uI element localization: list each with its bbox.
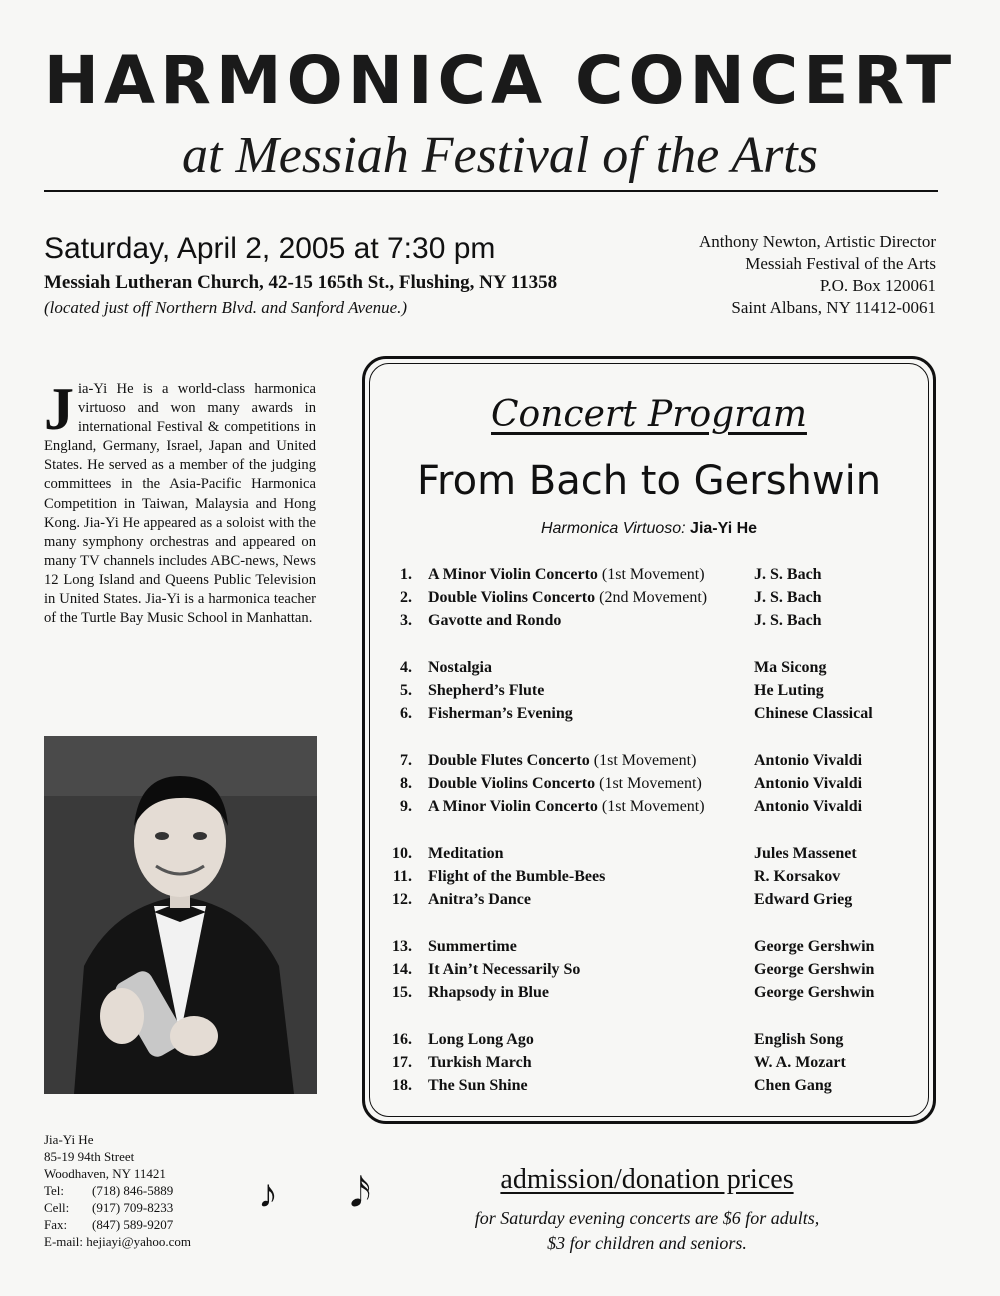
performer-bio	[44, 376, 316, 628]
performer-photo	[44, 736, 317, 1094]
admission-prices-line2: $3 for children and seniors.	[547, 1233, 747, 1253]
program-item-movement: (1st Movement)	[589, 752, 697, 769]
contact-cell-value: (917) 709-8233	[92, 1200, 174, 1215]
program-item-movement: (1st Movement)	[595, 775, 702, 792]
event-directions: (located just off Northern Blvd. and Sanford Avenue.)	[44, 298, 408, 317]
program-item-composer: J. S. Bach	[754, 589, 822, 606]
program-item-piece: Summertime	[428, 938, 517, 955]
program-item-piece: Anitra’s Dance	[428, 891, 531, 908]
program-item-title	[428, 1031, 534, 1049]
program-item-piece: A Minor Violin Concerto	[428, 566, 598, 583]
program-item-composer: Antonio Vivaldi	[754, 752, 863, 769]
program-item-movement: (1st Movement)	[597, 566, 705, 583]
contact-fax-label: Fax:	[44, 1217, 68, 1232]
program-item-title	[428, 612, 561, 630]
program-virtuoso	[362, 520, 936, 538]
director-city: Saint Albans, NY 11412-0061	[731, 298, 936, 317]
program-item-piece: Double Flutes Concerto	[428, 752, 590, 769]
performer-contact	[44, 1131, 191, 1250]
program-item-title	[428, 589, 707, 607]
program-item-title	[428, 868, 605, 886]
program-item-number: 11.	[392, 868, 412, 885]
program-item-number: 12.	[392, 891, 412, 908]
program-item-number: 13.	[392, 938, 412, 955]
program-item-title	[428, 659, 492, 677]
sixteenth-note-icon: 𝅘𝅥𝅯	[350, 1170, 371, 1216]
contact-fax-value: (847) 589-9207	[92, 1217, 174, 1232]
program-item-title	[428, 752, 696, 770]
contact-tel	[44, 1182, 191, 1199]
program-item-piece: Double Violins Concerto	[428, 775, 596, 792]
program-item-title	[428, 891, 531, 909]
program-list	[362, 566, 936, 1106]
program-item-composer: English Song	[754, 1031, 844, 1048]
bio-text: ia-Yi He is a world-class harmonica virtuoso and won many awards in international Festival & competitions in England, Germany, Israel, Japan and United States. He served as a member of the judging committees in the Asia-Pacific Harmonica Competition in Taiwan, Malaysia and Hong Kong. Jia-Yi He appeared as a soloist with the many symphony orchestras and appeared on many TV channels includes ABC-news, News 12 Long Island and Queens Public Television in United States. Jia-Yi is a harmonica teacher of the Turtle Bay Music School in Manhattan.	[44, 381, 316, 627]
event-venue: Messiah Lutheran Church, 42-15 165th St., Flushing, NY 11358	[44, 272, 558, 293]
program-item-title	[428, 798, 705, 816]
contact-street: 85-19 94th Street	[44, 1149, 135, 1164]
program-item-composer: Jules Massenet	[754, 845, 857, 862]
program-item-piece: Fisherman’s Evening	[428, 705, 573, 722]
program-item-title	[428, 682, 544, 700]
program-item-composer: He Luting	[754, 682, 824, 699]
program-name: From Bach to Gershwin	[416, 458, 882, 504]
program-item-title	[428, 775, 702, 793]
program-item-number: 9.	[400, 798, 412, 815]
program-item-movement: (2nd Movement)	[595, 589, 708, 606]
program-item-piece: A Minor Violin Concerto	[428, 798, 598, 815]
program-item-title	[428, 1077, 528, 1095]
program-item-piece: The Sun Shine	[428, 1077, 528, 1094]
header-divider	[44, 190, 938, 192]
contact-cell	[44, 1199, 191, 1216]
contact-cell-label: Cell:	[44, 1200, 70, 1215]
program-item-number: 16.	[392, 1031, 412, 1048]
program-item-piece: Flight of the Bumble-Bees	[428, 868, 606, 885]
program-item-piece: It Ain’t Necessarily So	[428, 961, 581, 978]
contact-city: Woodhaven, NY 11421	[44, 1166, 166, 1181]
program-item-title	[428, 705, 573, 723]
contact-tel-value: (718) 846-5889	[92, 1183, 174, 1198]
program-item-composer: Chen Gang	[754, 1077, 832, 1094]
admission-prices-line1: for Saturday evening concerts are $6 for adults,	[474, 1208, 820, 1228]
program-item-piece: Nostalgia	[428, 659, 492, 676]
program-item-composer: George Gershwin	[754, 984, 875, 1001]
program-item-title	[428, 961, 580, 979]
program-item-number: 18.	[392, 1077, 412, 1094]
program-item-title	[428, 938, 517, 956]
contact-fax	[44, 1216, 191, 1233]
program-item-composer: Edward Grieg	[754, 891, 853, 908]
concert-subtitle: at Messiah Festival of the Arts	[182, 127, 818, 184]
program-item-composer: Chinese Classical	[754, 705, 873, 722]
contact-email: E-mail: hejiayi@yahoo.com	[44, 1234, 191, 1249]
program-item-number: 14.	[392, 961, 412, 978]
contact-name: Jia-Yi He	[44, 1132, 94, 1147]
program-item-composer: W. A. Mozart	[754, 1054, 846, 1071]
admission-title: admission/donation prices	[500, 1164, 794, 1195]
program-item-number: 5.	[400, 682, 412, 699]
program-item-piece: Meditation	[428, 845, 504, 862]
program-item-composer: Antonio Vivaldi	[754, 798, 863, 815]
program-item-piece: Turkish March	[428, 1054, 532, 1071]
program-item-number: 8.	[400, 775, 412, 792]
program-item-piece: Long Long Ago	[428, 1031, 534, 1048]
program-item-title	[428, 566, 705, 584]
program-item-number: 15.	[392, 984, 412, 1001]
program-item-number: 3.	[400, 612, 412, 629]
program-item-composer: Ma Sicong	[754, 659, 827, 676]
director-organization: Messiah Festival of the Arts	[745, 254, 936, 273]
program-item-number: 7.	[400, 752, 412, 769]
program-item-piece: Shepherd’s Flute	[428, 682, 545, 699]
program-item-number: 4.	[400, 659, 412, 676]
program-item-title	[428, 845, 504, 863]
bio-drop-cap: J	[44, 376, 74, 442]
eighth-note-icon: ♪	[258, 1171, 278, 1216]
program-item-composer: R. Korsakov	[754, 868, 841, 885]
program-item-piece: Gavotte and Rondo	[428, 612, 562, 629]
director-name: Anthony Newton, Artistic Director	[698, 232, 936, 251]
program-item-composer: J. S. Bach	[754, 566, 822, 583]
concert-title: HARMONICA CONCERT	[43, 42, 957, 119]
director-po-box: P.O. Box 120061	[819, 276, 936, 295]
virtuoso-label: Harmonica Virtuoso:	[540, 520, 686, 537]
program-item-piece: Double Violins Concerto	[428, 589, 596, 606]
program-heading: Concert Program	[491, 394, 807, 435]
program-item-title	[428, 1054, 532, 1072]
program-item-movement: (1st Movement)	[597, 798, 705, 815]
event-date-time: Saturday, April 2, 2005 at 7:30 pm	[44, 232, 496, 265]
program-item-composer: George Gershwin	[754, 938, 875, 955]
program-item-number: 10.	[392, 845, 412, 862]
program-item-composer: Antonio Vivaldi	[754, 775, 863, 792]
program-item-number: 2.	[400, 589, 412, 606]
performer-portrait-image	[44, 736, 317, 1094]
program-item-title	[428, 984, 549, 1002]
program-item-number: 1.	[400, 566, 412, 583]
program-item-composer: George Gershwin	[754, 961, 875, 978]
program-item-composer: J. S. Bach	[754, 612, 822, 629]
virtuoso-name: Jia-Yi He	[690, 520, 758, 537]
program-item-number: 6.	[400, 705, 412, 722]
contact-tel-label: Tel:	[44, 1183, 65, 1198]
program-item-piece: Rhapsody in Blue	[428, 984, 549, 1001]
program-item-number: 17.	[392, 1054, 412, 1071]
